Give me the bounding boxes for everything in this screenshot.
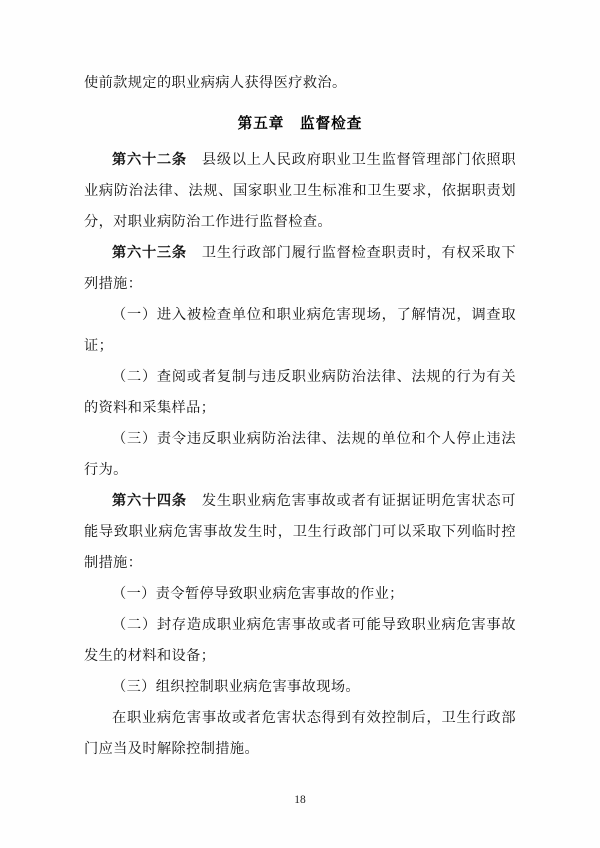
article-62-label: 第六十二条 [112, 152, 187, 168]
page-number: 18 [294, 794, 306, 806]
page-content [84, 68, 516, 765]
paragraph-article-64 [84, 486, 516, 579]
paragraph-64-item-1: （一）责令暂停导致职业病危害事故的作业； [112, 586, 404, 602]
paragraph-63-item-3: （三）责令违反职业病防治法律、法规的单位和个人停止违法行为。 [84, 431, 516, 478]
paragraph-continuation: 使前款规定的职业病病人获得医疗救治。 [84, 75, 347, 91]
paragraph-64-closing: 在职业病危害事故或者危害状态得到有效控制后，卫生行政部门应当及时解除控制措施。 [84, 710, 516, 757]
paragraph-article-63 [84, 238, 516, 300]
paragraph-64-item-2: （二）封存造成职业病危害事故或者可能导致职业病危害事故发生的材料和设备； [84, 617, 516, 664]
paragraph-64-item-3: （三）组织控制职业病危害事故现场。 [112, 679, 360, 695]
article-63-label: 第六十三条 [112, 245, 187, 261]
article-64-label: 第六十四条 [112, 493, 187, 509]
article-64-text: 发生职业病危害事故或者有证据证明危害状态可能导致职业病危害事故发生时，卫生行政部门可以采取下列临时控制措施： [84, 493, 516, 571]
paragraph-article-62 [84, 145, 516, 238]
chapter-heading: 第五章 监督检查 [237, 115, 363, 132]
article-63-text: 卫生行政部门履行监督检查职责时，有权采取下列措施： [84, 245, 516, 292]
paragraph-63-item-1: （一）进入被检查单位和职业病危害现场，了解情况，调查取证； [84, 307, 516, 354]
article-62-text: 县级以上人民政府职业卫生监督管理部门依照职业病防治法律、法规、国家职业卫生标准和卫生要求，依据职责划分，对职业病防治工作进行监督检查。 [84, 152, 516, 230]
paragraph-63-item-2: （二）查阅或者复制与违反职业病防治法律、法规的行为有关的资料和采集样品； [84, 369, 516, 416]
